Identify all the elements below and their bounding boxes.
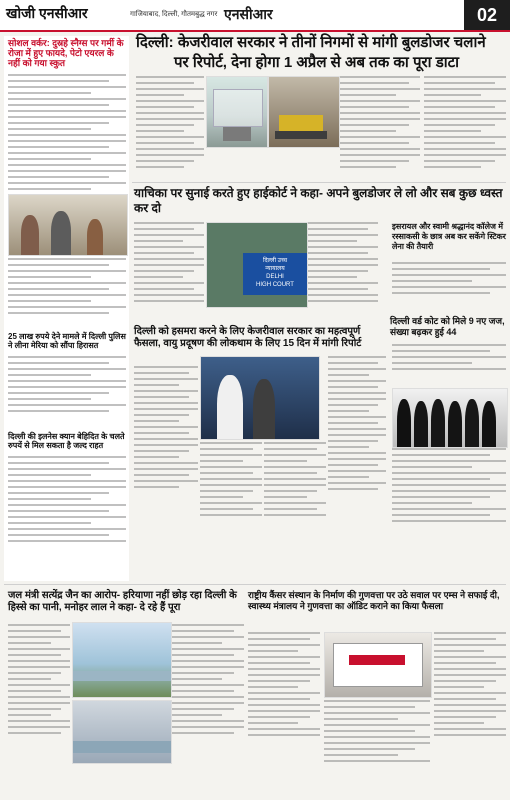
right-sub-body: [392, 344, 506, 388]
hc-body-col2: [308, 222, 378, 322]
right-body: [392, 262, 506, 312]
left-subbody: [8, 356, 126, 434]
ev-headline: दिल्ली को हसमरा करने के लिए केजरीवाल सरकार का महत्वपूर्ण फैसला, वायु प्रदूषण की लोकथाम के लिए 15 दिन में मांगी रिपोर्ट: [134, 326, 362, 349]
story-photo-bulldozer: [268, 76, 340, 148]
bottom-right-body-col1: [248, 632, 320, 792]
press-photo: [200, 356, 320, 440]
right-headline: इसरायल और स्वामी श्रद्धानंद कॉलेज में रस्साकसी के छात्र अब कर सकेंगे स्टिकर लेना की तैयारी: [392, 222, 506, 251]
hc-body-col1: [134, 222, 204, 322]
bottom-divider: [4, 584, 506, 585]
hc-headline: याचिका पर सुनाई करते हुए हाईकोर्ट ने कहा- अपने बुलडोजर ले लो और सब कुछ ध्वस्त कर दो: [134, 186, 503, 215]
cancer-institute-photo: [324, 632, 432, 698]
page-header: [0, 0, 510, 32]
paper-name: खोजी एनसीआर: [6, 5, 88, 21]
section-divider: [132, 182, 506, 183]
left-story-body-2: [8, 258, 126, 334]
ev-body-col1: [134, 366, 198, 558]
lead-body-col3: [424, 76, 506, 178]
date-line: गाजियाबाद, दिल्ली, गौतमबुद्ध नगर: [130, 11, 218, 18]
court-sign: दिल्ली उच्च न्यायालय DELHI HIGH COURT: [243, 253, 307, 295]
story-photo-high-court: [206, 222, 308, 308]
bottom-left-body-col2: [172, 624, 244, 794]
page-number: 02: [464, 0, 510, 30]
left-sub2-headline: दिल्ली की इलनेस क्यान बेहिदित के चलते रुपयें से मिल सकता है जल्द राहत: [8, 432, 125, 450]
lead-body-col2: [340, 76, 420, 178]
ev-body-col2: [200, 442, 262, 558]
bottom-left-body-col1: [8, 624, 70, 794]
ev-body-col4: [328, 356, 386, 558]
right-lower-body: [392, 448, 506, 556]
ev-body-col3: [264, 442, 326, 558]
water-photo: [72, 622, 172, 698]
bottom-right-body-col2: [434, 632, 506, 792]
judges-photo: [392, 388, 508, 448]
bottom-right-headline: राष्ट्रीय कैंसर संस्थान के निर्माण की गुणवत्ता पर उठे सवाल पर एम्स ने सफाई दी, स्वास्थ्य मंत्रालय ने गुणवत्ता का ऑडिट कराने का किया फैसला: [248, 590, 500, 611]
bottom-left-headline: जल मंत्री सत्येंद्र जैन का आरोप- हरियाणा नहीं छोड़ रहा दिल्ली के हिस्से का पानी, मनोहर लाल ने कहा- दे रहे हैं पूरा: [8, 590, 237, 613]
lead-headline-2: पर रिपोर्ट, देना होगा 1 अप्रैल से अब तक का पूरा डाटा: [174, 54, 460, 71]
left-sub2-body: [8, 456, 126, 580]
story-photo-left: [8, 194, 128, 256]
story-photo-building: [206, 76, 268, 148]
left-story-body: [8, 74, 126, 194]
lead-headline-1: दिल्ली: केजरीवाल सरकार ने तीनों निगमों से मांगी बुलडोजर चलाने: [136, 34, 486, 51]
lead-body-col1: [136, 76, 204, 178]
left-story-title: सोशल वर्कर: दुस्रहे स्नैग्स पर गर्मी के रोजा में हुए फायदे, पेटो एयरल के नहीं को गया स्कुत: [8, 38, 124, 68]
bottom-right-body-col3: [324, 700, 430, 792]
section-title: एनसीआर: [224, 6, 273, 22]
left-subheadline: 25 लाख रुपये देने मामले में दिल्ली पुलिस ने लीना मेरिया को सौंपा हिरासत: [8, 332, 126, 350]
right-sub-headline: दिल्ली वर्ड कोट को मिले 9 नए जज, संख्या बढ़कर हुई 44: [390, 316, 505, 337]
water-photo-2: [72, 700, 172, 764]
